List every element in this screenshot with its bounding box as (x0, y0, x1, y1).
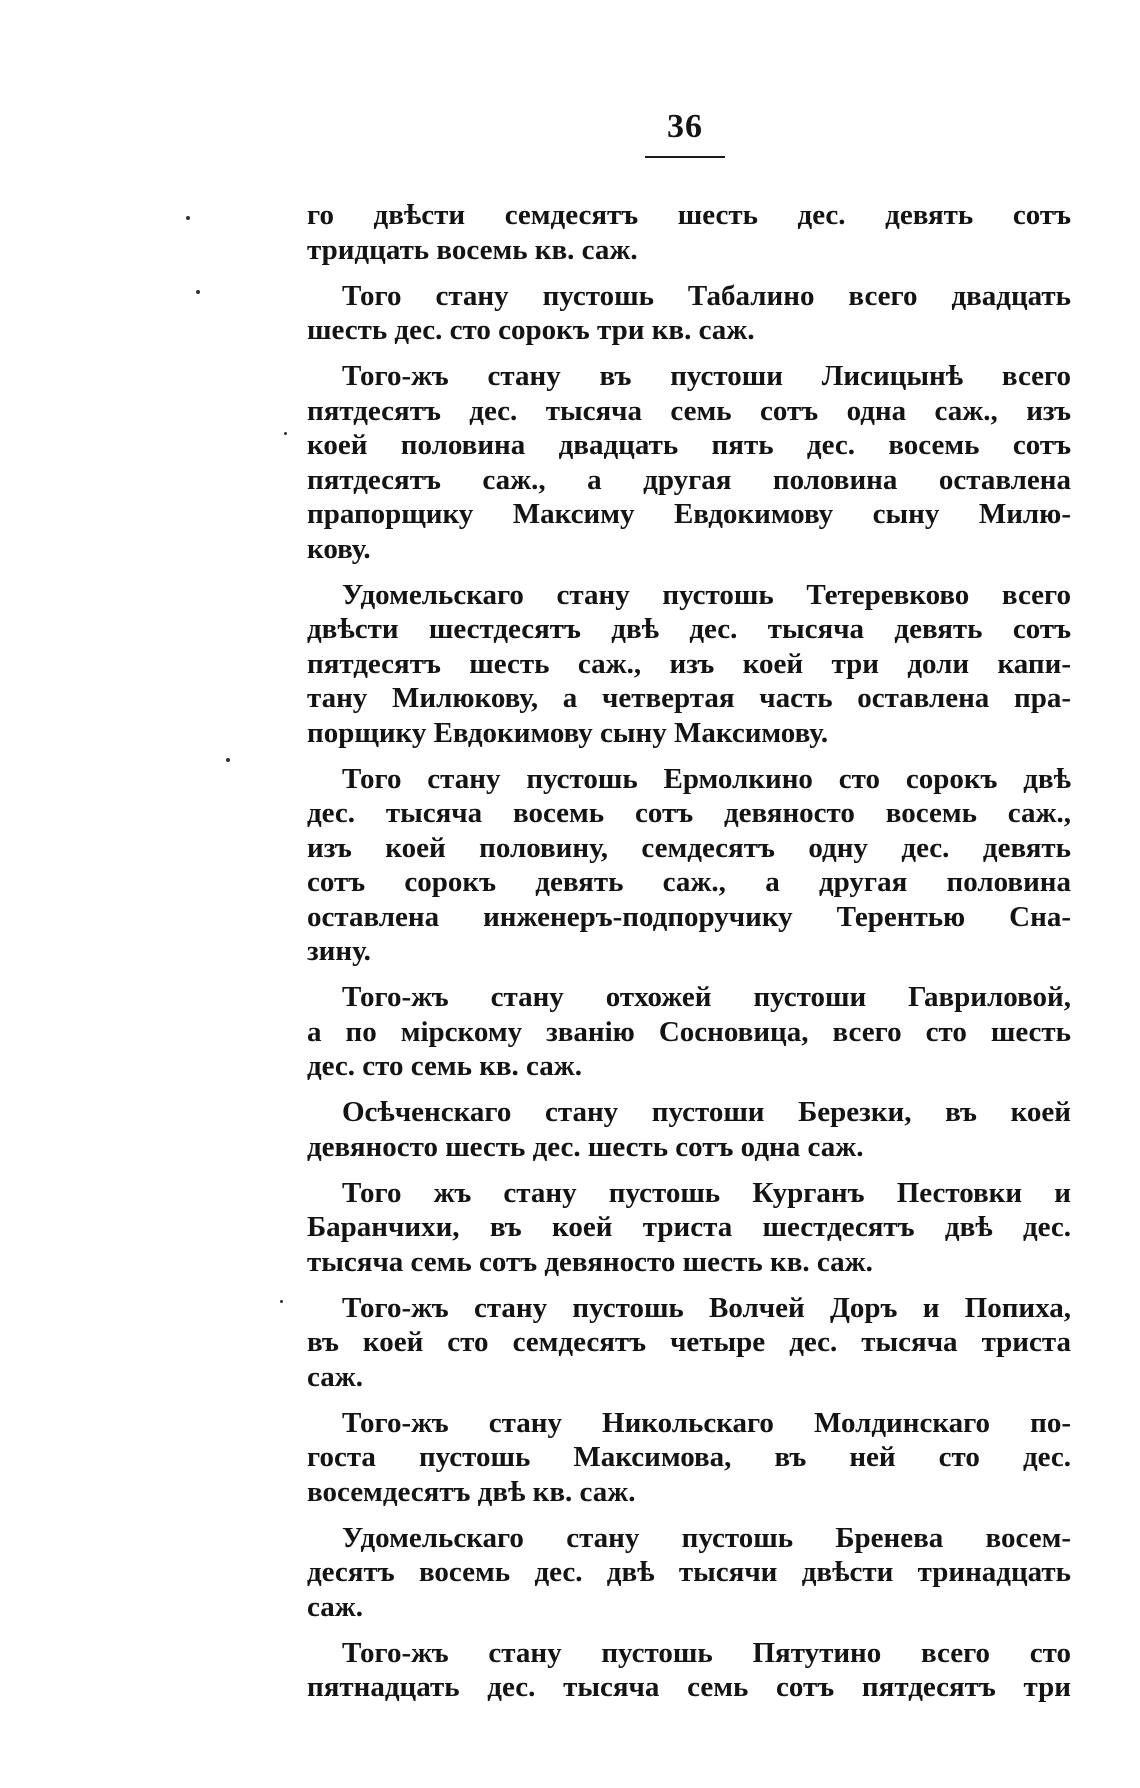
text-line: десятъ восемь дес. двѣ тысячи двѣсти тринадцать (307, 1556, 1071, 1588)
text-line: Осѣченскаго стану пустоши Березки, въ коей (342, 1096, 1071, 1128)
text-line: а по мірскому званію Сосновица, всего сто шесть (307, 1015, 1071, 1048)
paragraph (307, 980, 1071, 1084)
paragraph (307, 359, 1071, 566)
text-line: госта пустошь Максимова, въ ней сто дес. (307, 1441, 1071, 1473)
text-line: го двѣсти семдесятъ шесть дес. девять сотъ (307, 199, 1071, 231)
text-line: порщику Евдокимову сыну Максимову. (307, 716, 829, 749)
text-line: прапорщику Максиму Евдокимову сыну Милю- (307, 498, 1071, 530)
paragraph (307, 578, 1071, 751)
text-line: тысяча семь сотъ девяносто шесть кв. саж. (307, 1245, 873, 1278)
text-line: пятнадцать дес. тысяча семь сотъ пятдесятъ три (307, 1671, 1071, 1703)
text-line: Того жъ стану пустошь Курганъ Пестовки и (342, 1176, 1071, 1209)
text-line: оставлена инженеръ-подпоручику Терентью Сна- (307, 900, 1071, 933)
text-line: саж. (307, 1360, 364, 1393)
text-line: Того-жъ стану пустошь Волчей Доръ и Попиха, (342, 1291, 1071, 1324)
paragraph (307, 1406, 1071, 1510)
paragraph (307, 1095, 1071, 1164)
page-number-underline (645, 156, 725, 158)
text-line: Того-жъ стану въ пустоши Лисицынѣ всего (342, 360, 1071, 392)
scan-speck (196, 290, 200, 294)
paragraph (307, 279, 1071, 348)
paragraph (307, 1291, 1071, 1395)
paragraph (307, 762, 1071, 969)
text-line: двѣсти шестдесятъ двѣ дес. тысяча девять сотъ (307, 613, 1071, 645)
paragraph (307, 1636, 1071, 1705)
text-line: зину. (307, 935, 371, 967)
scan-speck (186, 216, 190, 220)
scan-speck (280, 1300, 283, 1303)
text-line: пятдесятъ дес. тысяча семь сотъ одна саж., изъ (307, 394, 1071, 427)
text-line: Того стану пустошь Ермолкино сто сорокъ двѣ (342, 762, 1071, 795)
text-line: сотъ сорокъ девять саж., а другая половина (307, 866, 1071, 898)
text-line: Того стану пустошь Табалино всего двадцать (342, 279, 1071, 312)
text-line: саж. (307, 1590, 364, 1623)
text-line: восемдесятъ двѣ кв. саж. (307, 1475, 636, 1508)
text-line: пятдесятъ саж., а другая половина оставлена (307, 463, 1071, 496)
paragraph (307, 198, 1071, 267)
text-line: тану Милюкову, а четвертая часть оставлена пра- (307, 682, 1071, 714)
text-line: въ коей сто семдесятъ четыре дес. тысяча триста (307, 1326, 1071, 1358)
text-line: Удомельскаго стану пустошь Тетеревково всего (342, 578, 1071, 611)
scan-speck (226, 758, 230, 762)
paragraph (307, 1176, 1071, 1280)
text-line: Баранчихи, въ коей триста шестдесятъ двѣ дес. (307, 1211, 1071, 1243)
body-text (307, 198, 1071, 1705)
text-line: кову. (307, 532, 371, 565)
text-line: Того-жъ стану отхожей пустоши Гавриловой, (342, 981, 1071, 1013)
text-line: тридцать восемь кв. саж. (307, 233, 638, 266)
text-line: Того-жъ стану Никольскаго Молдинскаго по- (342, 1406, 1071, 1439)
text-line: дес. сто семь кв. саж. (307, 1050, 583, 1082)
text-line: шесть дес. сто сорокъ три кв. саж. (307, 314, 755, 346)
paragraph (307, 1521, 1071, 1625)
text-line: дес. тысяча восемь сотъ девяносто восемь саж., (307, 797, 1071, 829)
page-number: 36 (667, 108, 703, 145)
text-line: Удомельскаго стану пустошь Бренева восем- (342, 1521, 1071, 1554)
text-line: Того-жъ стану пустошь Пятутино всего сто (342, 1636, 1071, 1669)
text-line: изъ коей половину, семдесятъ одну дес. девять (307, 831, 1071, 864)
text-line: девяносто шесть дес. шесть сотъ одна саж. (307, 1130, 864, 1163)
scan-speck (284, 432, 287, 435)
text-line: коей половина двадцать пять дес. восемь сотъ (307, 429, 1071, 461)
text-line: пятдесятъ шесть саж., изъ коей три доли капи- (307, 647, 1071, 680)
